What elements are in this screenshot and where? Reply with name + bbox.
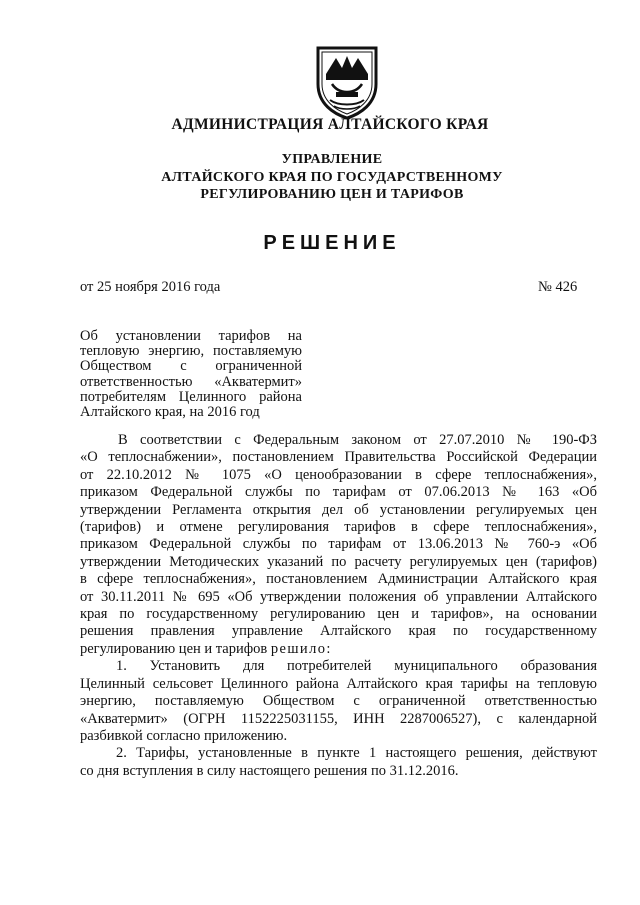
body-line: В соответствии с Федеральным законом от 27.07.2010 № 190-ФЗ	[118, 432, 597, 448]
body-line: утверждении Методических указаний по расчету регулируемых цен (тарифов)	[80, 553, 597, 570]
document-number: № 426	[538, 279, 578, 295]
subject-line: потребителям Целинного района	[80, 388, 302, 405]
body-line: края по государственному регулированию цен и тарифов», на основании	[80, 606, 597, 623]
altai-krai-coat-of-arms-icon	[312, 44, 382, 120]
subject-line: Обществом с ограниченной	[80, 358, 302, 375]
document-body	[80, 432, 597, 780]
department-line: АЛТАЙСКОГО КРАЯ ПО ГОСУДАРСТВЕННОМУ	[161, 169, 503, 185]
body-line	[80, 641, 597, 658]
body-line: в сфере теплоснабжения», постановлением Администрации Алтайского края	[80, 571, 597, 588]
body-line: от 30.11.2011 № 695 «Об утверждении положения об управлении Алтайского	[80, 588, 597, 605]
item-1-line: Целинный сельсовет Целинного района Алтайского края тарифы на тепловую	[80, 675, 597, 692]
body-line-text: регулированию цен и тарифов	[80, 640, 268, 657]
document-type-title: РЕШЕНИЕ	[263, 232, 401, 254]
subject-line: Алтайского края, на 2016 год	[80, 404, 260, 421]
document-subject	[80, 329, 302, 420]
department-name	[12, 151, 640, 204]
body-line: приказом Федеральной службы по тарифам от 07.06.2013 № 163 «Об	[80, 484, 597, 501]
item-2-line: 2. Тарифы, установленные в пункте 1 настоящего решения, действуют	[116, 745, 597, 762]
item-1-line: разбивкой согласно приложению.	[80, 727, 288, 744]
department-line: РЕГУЛИРОВАНИЮ ЦЕН И ТАРИФОВ	[200, 187, 464, 202]
item-1-line: «Акватермит» (ОГРН 1152225031155, ИНН 2287006527), с календарной	[80, 710, 597, 727]
document-date: от 25 ноября 2016 года	[80, 279, 221, 295]
subject-line: ответственностью «Акватермит»	[80, 373, 302, 390]
body-line: решения правления управление Алтайского края по государственному	[80, 623, 597, 640]
department-line: УПРАВЛЕНИЕ	[281, 152, 383, 167]
administration-title: АДМИНИСТРАЦИЯ АЛТАЙСКОГО КРАЯ	[171, 116, 489, 133]
body-line: от 22.10.2012 № 1075 «О ценообразовании в сфере теплоснабжения»,	[80, 466, 597, 483]
resolved-word: решило:	[270, 640, 332, 657]
item-1-line: энергию, поставляемую Обществом с ограниченной ответственностью	[80, 693, 597, 710]
body-line: «О теплоснабжении», постановлением Правительства Российской Федерации	[80, 449, 597, 466]
item-2-line: со дня вступления в силу настоящего решения по 31.12.2016.	[80, 762, 459, 779]
subject-line: тепловую энергию, поставляемую	[80, 343, 302, 360]
body-line: утверждении Регламента открытия дел об установлении регулируемых цен	[80, 501, 597, 518]
body-line: приказом Федеральной службы по тарифам от 13.06.2013 № 760-э «Об	[80, 536, 597, 553]
body-line: (тарифов) и отмене регулирования тарифов в сфере теплоснабжения»,	[80, 519, 597, 536]
item-1-line: 1. Установить для потребителей муниципального образования	[116, 658, 597, 675]
subject-line: Об установлении тарифов на	[80, 328, 302, 344]
